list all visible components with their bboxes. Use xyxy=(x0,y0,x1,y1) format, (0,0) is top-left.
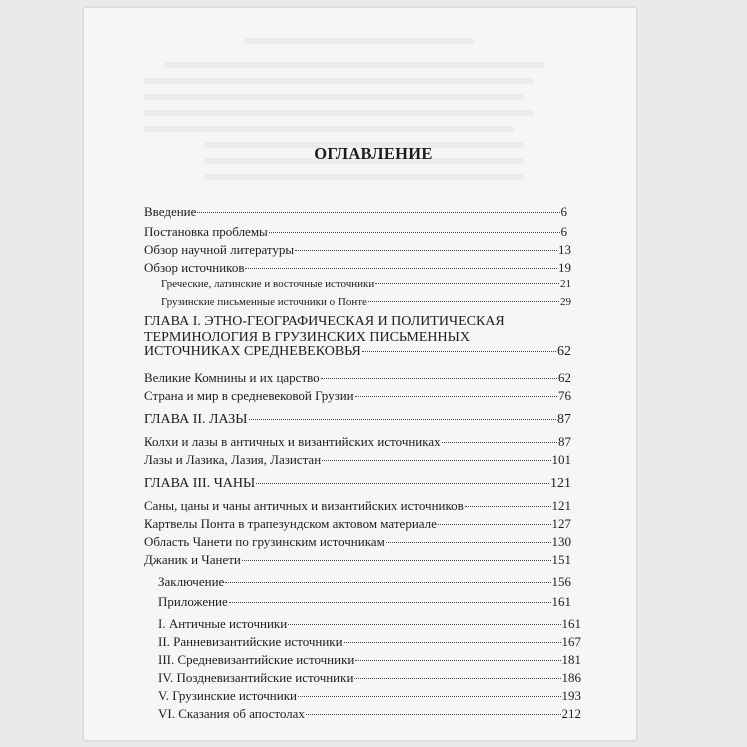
toc-entry-label: Грузинские письменные источники о Понте xyxy=(161,296,367,308)
toc-entry-page: 156 xyxy=(551,574,571,589)
toc-entry-literature xyxy=(144,242,571,258)
toc-entry-komnenoi xyxy=(144,370,571,386)
leader-dots xyxy=(344,642,561,643)
toc-entry-page: 151 xyxy=(551,552,571,567)
toc-entry-sans-tzans xyxy=(144,498,571,514)
toc-entry-appendix-3 xyxy=(158,652,581,668)
leader-dots xyxy=(354,678,560,679)
toc-entry-greek-sources xyxy=(161,278,571,290)
toc-entry-chaneti-region xyxy=(144,534,571,550)
leader-dots xyxy=(375,283,559,284)
toc-entry-label: II. Ранневизантийские источники xyxy=(158,634,343,649)
toc-entry-label: ГЛАВА II. ЛАЗЫ xyxy=(144,412,248,427)
toc-entry-appendix-6 xyxy=(158,706,581,722)
leader-dots xyxy=(355,396,557,397)
toc-entry-page: 167 xyxy=(561,634,581,649)
toc-entry-appendix xyxy=(158,594,571,610)
toc-entry-page: 87 xyxy=(558,434,571,449)
toc-entry-label: Греческие, латинские и восточные источники xyxy=(161,278,375,290)
toc-entry-page: 76 xyxy=(558,388,571,403)
toc-entry-laz-lazika xyxy=(144,452,571,468)
leader-dots xyxy=(295,250,557,251)
toc-entry-label: Страна и мир в средневековой Грузии xyxy=(144,388,354,403)
toc-entry-page: 6 xyxy=(560,224,567,239)
toc-entry-label: IV. Поздневизантийские источники xyxy=(158,670,354,685)
toc-entry-page: 121 xyxy=(551,498,571,513)
toc-entry-janik-chaneti xyxy=(144,552,571,568)
leader-dots xyxy=(242,560,551,561)
toc-entry-label: Великие Комнины и их царство xyxy=(144,370,320,385)
toc-entry-page: 121 xyxy=(550,476,571,491)
toc-entry-label: V. Грузинские источники xyxy=(158,688,297,703)
toc-entry-page: 87 xyxy=(557,412,571,427)
toc-entry-colchians-laz xyxy=(144,434,571,450)
toc-entry-kartvels-pontus xyxy=(144,516,571,532)
toc-entry-label: Введение xyxy=(144,204,197,219)
toc-entry-label: I. Античные источники xyxy=(158,616,288,631)
leader-dots xyxy=(249,419,556,420)
toc-entry-label: Лазы и Лазика, Лазия, Лазистан xyxy=(144,452,322,467)
toc-entry-appendix-4 xyxy=(158,670,581,686)
toc-entry-page: 186 xyxy=(561,670,581,685)
leader-dots xyxy=(225,582,550,583)
toc-entry-page: 101 xyxy=(551,452,571,467)
toc-entry-label: ИСТОЧНИКАХ СРЕДНЕВЕКОВЬЯ xyxy=(144,344,361,359)
chapter-3-heading xyxy=(144,476,571,492)
chapter-1-heading-line-3 xyxy=(144,344,571,360)
toc-entry-appendix-2 xyxy=(158,634,581,650)
chapter-2-heading xyxy=(144,412,571,428)
toc-entry-appendix-1 xyxy=(158,616,581,632)
toc-entry-label: Приложение xyxy=(158,594,228,609)
toc-entry-page: 6 xyxy=(560,204,567,219)
leader-dots xyxy=(256,483,549,484)
leader-dots xyxy=(245,268,557,269)
toc-entry-label: Джаник и Чанети xyxy=(144,552,241,567)
toc-entry-intro xyxy=(144,204,567,220)
toc-entry-label: Обзор научной литературы xyxy=(144,242,295,257)
toc-entry-country-world xyxy=(144,388,571,404)
toc-entry-page: 193 xyxy=(561,688,581,703)
leader-dots xyxy=(197,212,559,213)
leader-dots xyxy=(465,506,551,507)
leader-dots xyxy=(288,624,560,625)
toc-entry-problem xyxy=(144,224,567,240)
toc-entry-label: VI. Сказания об апостолах xyxy=(158,706,305,721)
toc-entry-label: III. Средневизантийские источники xyxy=(158,652,355,667)
leader-dots xyxy=(438,524,551,525)
leader-dots xyxy=(322,460,550,461)
toc-entry-page: 29 xyxy=(560,296,571,308)
leader-dots xyxy=(321,378,557,379)
toc-entry-label: Область Чанети по грузинским источникам xyxy=(144,534,385,549)
toc-entry-page: 161 xyxy=(561,616,581,631)
toc-entry-page: 62 xyxy=(558,370,571,385)
leader-dots xyxy=(355,660,560,661)
leader-dots xyxy=(269,232,560,233)
toc-entry-conclusion xyxy=(158,574,571,590)
toc-entry-label: Саны, цаны и чаны античных и византийских источников xyxy=(144,498,464,513)
leader-dots xyxy=(368,301,559,302)
toc-entry-page: 21 xyxy=(560,278,571,290)
toc-entry-page: 62 xyxy=(557,344,571,359)
toc-entry-label: Обзор источников xyxy=(144,260,245,275)
leader-dots xyxy=(386,542,551,543)
toc-entry-appendix-5 xyxy=(158,688,581,704)
toc-entry-page: 161 xyxy=(551,594,571,609)
toc-entry-page: 212 xyxy=(561,706,581,721)
toc-entry-label: ГЛАВА III. ЧАНЫ xyxy=(144,476,256,491)
toc-entry-georgian-pontus xyxy=(161,296,571,308)
toc-entry-label: Картвелы Понта в трапезундском актовом материале xyxy=(144,516,437,531)
leader-dots xyxy=(298,696,561,697)
toc-entry-page: 13 xyxy=(558,242,571,257)
toc-entry-label: Постановка проблемы xyxy=(144,224,268,239)
toc-entry-page: 130 xyxy=(551,534,571,549)
leader-dots xyxy=(362,351,556,352)
chapter-1-heading-line-1: ГЛАВА I. ЭТНО-ГЕОГРАФИЧЕСКАЯ И ПОЛИТИЧЕСКАЯ xyxy=(144,314,505,329)
toc-entry-page: 19 xyxy=(558,260,571,275)
leader-dots xyxy=(442,442,557,443)
toc-entry-page: 127 xyxy=(551,516,571,531)
toc-entry-label: Заключение xyxy=(158,574,225,589)
leader-dots xyxy=(229,602,551,603)
leader-dots xyxy=(306,714,561,715)
chapter-1-heading-line-2: ТЕРМИНОЛОГИЯ В ГРУЗИНСКИХ ПИСЬМЕННЫХ xyxy=(144,330,470,345)
toc-entry-sources xyxy=(144,260,571,276)
toc-entry-page: 181 xyxy=(561,652,581,667)
toc-title: ОГЛАВЛЕНИЕ xyxy=(314,144,433,163)
toc-entry-label: Колхи и лазы в античных и византийских источниках xyxy=(144,434,441,449)
